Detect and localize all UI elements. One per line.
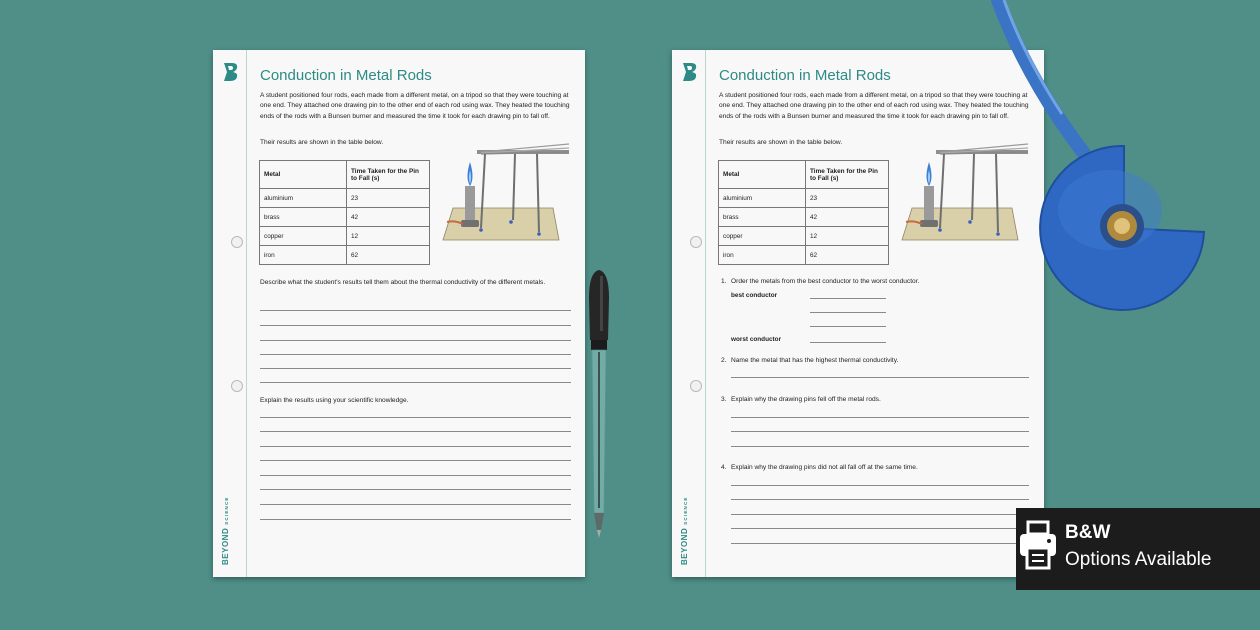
- answer-line[interactable]: [810, 342, 886, 343]
- brand-label: BEYONDSCIENCE: [680, 496, 689, 565]
- table-row: [719, 189, 889, 208]
- table-header-row: [260, 161, 430, 189]
- table-row: [260, 246, 430, 265]
- punch-hole: [690, 236, 702, 248]
- table-cell: aluminium: [260, 189, 347, 208]
- apparatus-illustration: [441, 140, 571, 250]
- question-why-not-same: Explain why the drawing pins did not all fall off at the same time.: [731, 464, 918, 471]
- lab-spoon-icon: [990, 0, 1220, 315]
- answer-line[interactable]: [260, 504, 571, 505]
- table-cell: 62: [806, 246, 889, 265]
- question-number: 3.: [721, 396, 727, 403]
- answer-line[interactable]: [260, 519, 571, 520]
- worst-conductor-label: worst conductor: [731, 336, 782, 343]
- table-cell: aluminium: [719, 189, 806, 208]
- answer-line[interactable]: [260, 417, 571, 418]
- table-row: [719, 208, 889, 227]
- answer-line[interactable]: [260, 382, 571, 383]
- answer-line[interactable]: [731, 543, 1029, 544]
- worksheet-title: Conduction in Metal Rods: [719, 67, 891, 84]
- table-cell: brass: [260, 208, 347, 227]
- results-table: [718, 160, 889, 265]
- best-conductor-label: best conductor: [731, 292, 778, 299]
- answer-line[interactable]: [731, 514, 1029, 515]
- table-row: [719, 246, 889, 265]
- table-cell: 12: [347, 227, 430, 246]
- printer-icon: [1018, 514, 1058, 576]
- worksheet-title: Conduction in Metal Rods: [260, 67, 432, 84]
- table-row: [260, 189, 430, 208]
- punch-hole: [690, 380, 702, 392]
- margin-line: [246, 50, 247, 577]
- question-number: 2.: [721, 357, 727, 364]
- answer-line[interactable]: [260, 446, 571, 447]
- question-highest: Name the metal that has the highest thermal conductivity.: [731, 357, 899, 364]
- results-table: [259, 160, 430, 265]
- table-header: Time Taken for the Pin to Fall (s): [347, 161, 430, 189]
- results-intro: Their results are shown in the table below.: [260, 139, 384, 146]
- answer-line[interactable]: [731, 431, 1029, 432]
- answer-line[interactable]: [731, 499, 1029, 500]
- answer-line[interactable]: [731, 446, 1029, 447]
- answer-line[interactable]: [810, 326, 886, 327]
- table-cell: 12: [806, 227, 889, 246]
- table-cell: 42: [347, 208, 430, 227]
- answer-line[interactable]: [260, 475, 571, 476]
- answer-line[interactable]: [260, 431, 571, 432]
- question-order: Order the metals from the best conductor to the worst conductor.: [731, 278, 920, 285]
- punch-hole: [231, 380, 243, 392]
- table-cell: copper: [260, 227, 347, 246]
- answer-line[interactable]: [260, 354, 571, 355]
- answer-line[interactable]: [260, 460, 571, 461]
- table-header-row: [719, 161, 889, 189]
- bw-title: B&W: [1065, 522, 1111, 543]
- table-cell: iron: [260, 246, 347, 265]
- table-cell: 23: [347, 189, 430, 208]
- table-cell: 42: [806, 208, 889, 227]
- table-cell: 62: [347, 246, 430, 265]
- question-why-fell: Explain why the drawing pins fell off the metal rods.: [731, 396, 881, 403]
- answer-line[interactable]: [731, 528, 1029, 529]
- answer-line[interactable]: [260, 340, 571, 341]
- results-intro: Their results are shown in the table below.: [719, 139, 843, 146]
- table-cell: copper: [719, 227, 806, 246]
- beyond-logo-icon: [221, 62, 239, 82]
- answer-line[interactable]: [260, 489, 571, 490]
- intro-paragraph: A student positioned four rods, each made from a different metal, on a tripod so that they were touching at one end. They attached one drawing pin to the other end of each rod using wax. They heated the touching ends of the rods with a Bunsen burner and measured the time it took for each drawing pin to fall off.: [260, 92, 570, 120]
- worksheet-page-left: [213, 50, 585, 577]
- bw-subtitle: Options Available: [1065, 549, 1212, 570]
- table-row: [719, 227, 889, 246]
- question-explain: Explain the results using your scientific knowledge.: [260, 397, 409, 404]
- answer-line[interactable]: [731, 417, 1029, 418]
- table-cell: iron: [719, 246, 806, 265]
- answer-line[interactable]: [260, 368, 571, 369]
- margin-line: [705, 50, 706, 577]
- pen-icon: [583, 268, 615, 540]
- answer-line[interactable]: [731, 377, 1029, 378]
- question-describe: Describe what the student's results tell them about the thermal conductivity of the different metals.: [260, 279, 546, 286]
- answer-line[interactable]: [731, 485, 1029, 486]
- punch-hole: [231, 236, 243, 248]
- answer-line[interactable]: [810, 298, 886, 299]
- intro-paragraph: A student positioned four rods, each made from a different metal, on a tripod so that they were touching at one end. They attached one drawing pin to the other end of each rod using wax. They heated the touching ends of the rods with a Bunsen burner and measured the time it took for each drawing pin to fall off.: [719, 92, 1029, 120]
- beyond-logo-icon: [680, 62, 698, 82]
- table-header: Metal: [260, 161, 347, 189]
- answer-line[interactable]: [260, 310, 571, 311]
- table-cell: brass: [719, 208, 806, 227]
- table-row: [260, 227, 430, 246]
- table-header: Time Taken for the Pin to Fall (s): [806, 161, 889, 189]
- answer-line[interactable]: [810, 312, 886, 313]
- question-number: 1.: [721, 278, 727, 285]
- brand-label: BEYONDSCIENCE: [221, 496, 230, 565]
- table-cell: 23: [806, 189, 889, 208]
- worksheet-page-right: [672, 50, 1044, 577]
- table-header: Metal: [719, 161, 806, 189]
- question-number: 4.: [721, 464, 727, 471]
- table-row: [260, 208, 430, 227]
- answer-line[interactable]: [260, 325, 571, 326]
